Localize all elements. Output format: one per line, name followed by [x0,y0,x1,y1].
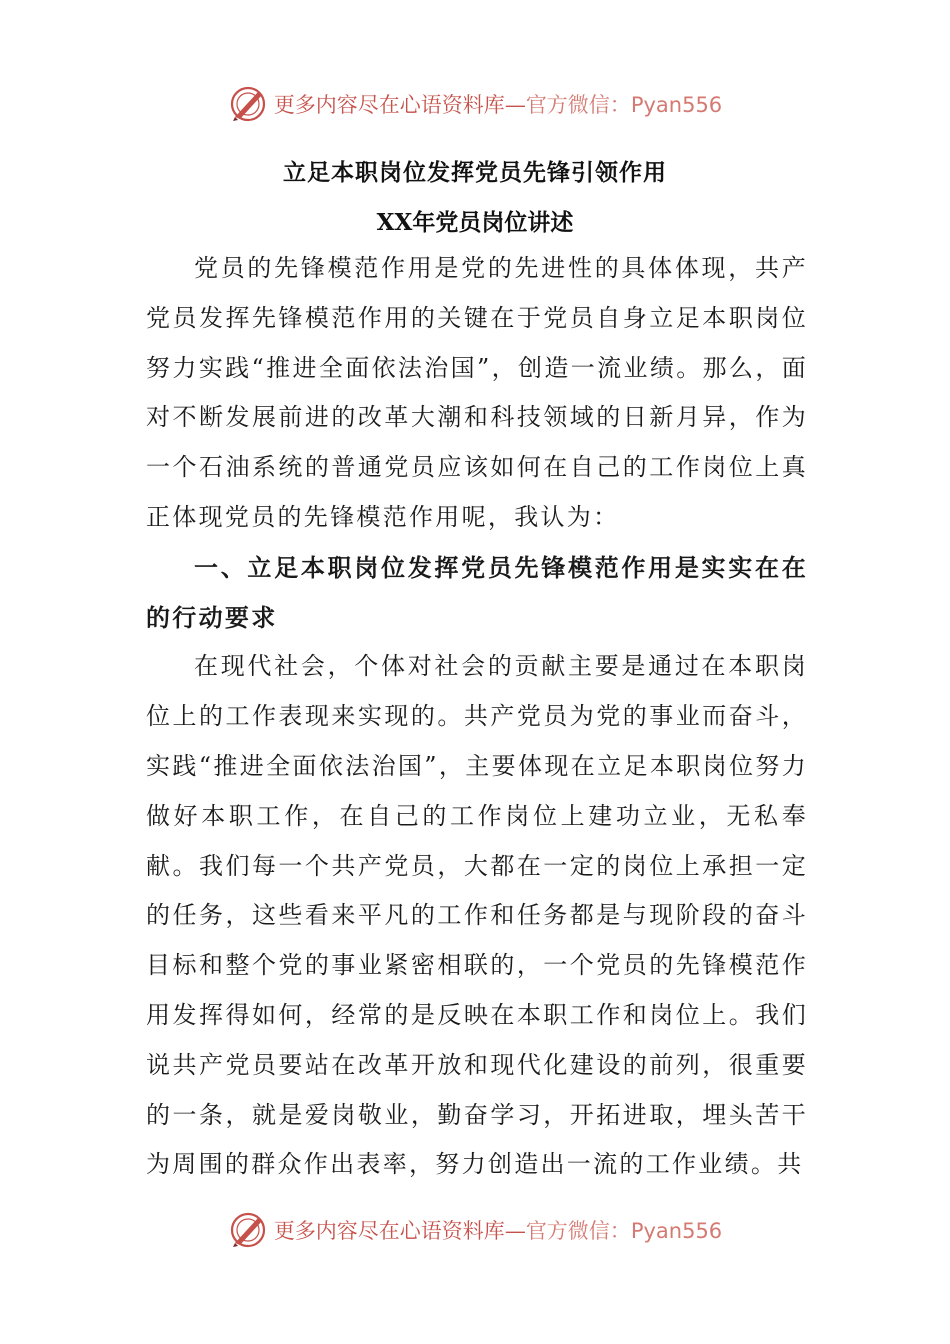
intro-paragraph: 党员的先锋模范作用是党的先进性的具体体现，共产党员发挥先锋模范作用的关键在于党员自身立足本职岗位努力实践“推进全面依法治国”，创造一流业绩。那么，面对不断发展前进的改革大潮和科技领域的日新月异，作为一个石油系统的普通党员应该如何在自己的工作岗位上真正体现党员的先锋模范作用呢，我认为： [146,254,808,531]
document-title: 立足本职岗位发挥党员先锋引领作用 [283,159,667,186]
watermark-banner-bottom [0,1208,950,1252]
watermark-text: 更多内容尽在心语资料库—官方微信：Pyan556 [273,93,723,117]
pen-logo-icon [228,84,268,124]
section-paragraph: 在现代社会，个体对社会的贡献主要是通过在本职岗位上的工作表现来实现的。共产党员为党的事业而奋斗，实践“推进全面依法治国”，主要体现在立足本职岗位努力做好本职工作，在自己的工作岗位上建功立业，无私奉献。我们每一个共产党员，大都在一定的岗位上承担一定的任务，这些看来平凡的工作和任务都是与现阶段的奋斗目标和整个党的事业紧密相联的，一个党员的先锋模范作用发挥得如何，经常的是反映在本职工作和岗位上。我们说共产党员要站在改革开放和现代化建设的前列，很重要的一条，就是爱岗敬业，勤奋学习，开拓进取，埋头苦干为周围的群众作出表率，努力创造出一流的工作业绩。共 [146,652,808,1179]
section-heading: 一、立足本职岗位发挥党员先锋模范作用是实实在在的行动要求 [146,552,808,632]
watermark-text: 更多内容尽在心语资料库—官方微信：Pyan556 [273,1219,723,1243]
pen-logo-icon [228,1210,268,1250]
document-subtitle: XX年党员岗位讲述 [376,209,574,236]
watermark-banner-top [0,82,950,126]
document-body [146,244,808,1190]
